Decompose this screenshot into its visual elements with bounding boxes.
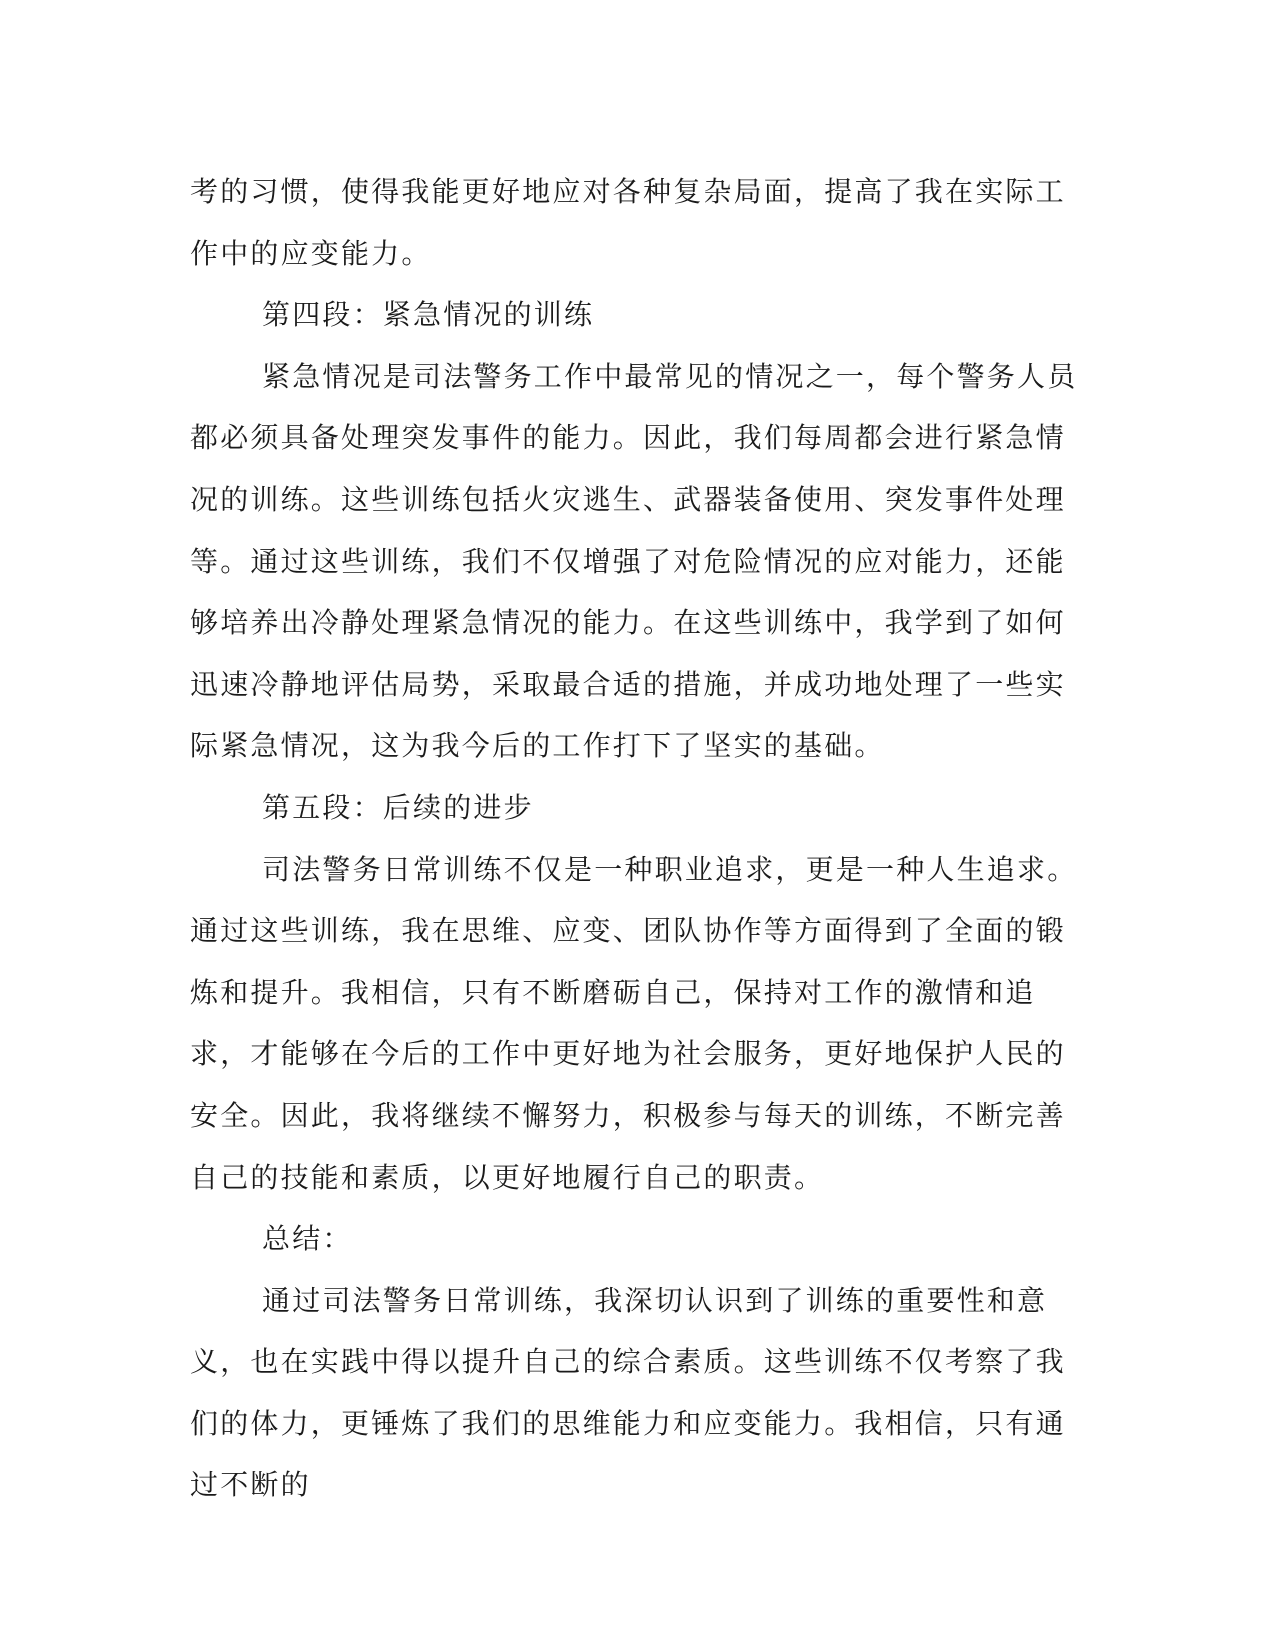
paragraph-future-progress: 司法警务日常训练不仅是一种职业追求，更是一种人生追求。通过这些训练，我在思维、应变、团队协作等方面得到了全面的锻炼和提升。我相信，只有不断磨砺自己，保持对工作的激情和追求，才能够在今后的工作中更好地为社会服务，更好地保护人民的安全。因此，我将继续不懈努力，积极参与每天的训练，不断完善自己的技能和素质，以更好地履行自己的职责。	[190, 852, 1078, 1194]
section-heading-5: 第五段：后续的进步	[262, 790, 534, 824]
paragraph-emergency-training: 紧急情况是司法警务工作中最常见的情况之一，每个警务人员都必须具备处理突发事件的能力。因此，我们每周都会进行紧急情况的训练。这些训练包括火灾逃生、武器装备使用、突发事件处理等。通过这些训练，我们不仅增强了对危险情况的应对能力，还能够培养出冷静处理紧急情况的能力。在这些训练中，我学到了如何迅速冷静地评估局势，采取最合适的措施，并成功地处理了一些实际紧急情况，这为我今后的工作打下了坚实的基础。	[190, 359, 1078, 763]
paragraph-summary: 通过司法警务日常训练，我深切认识到了训练的重要性和意义，也在实践中得以提升自己的综合素质。这些训练不仅考察了我们的体力，更锤炼了我们的思维能力和应变能力。我相信，只有通过不断的	[190, 1283, 1066, 1502]
section-heading-4: 第四段：紧急情况的训练	[262, 298, 595, 332]
paragraph-continuation: 考的习惯，使得我能更好地应对各种复杂局面，提高了我在实际工作中的应变能力。	[190, 175, 1066, 270]
document-body	[190, 161, 1080, 1516]
summary-heading: 总结：	[262, 1222, 353, 1256]
